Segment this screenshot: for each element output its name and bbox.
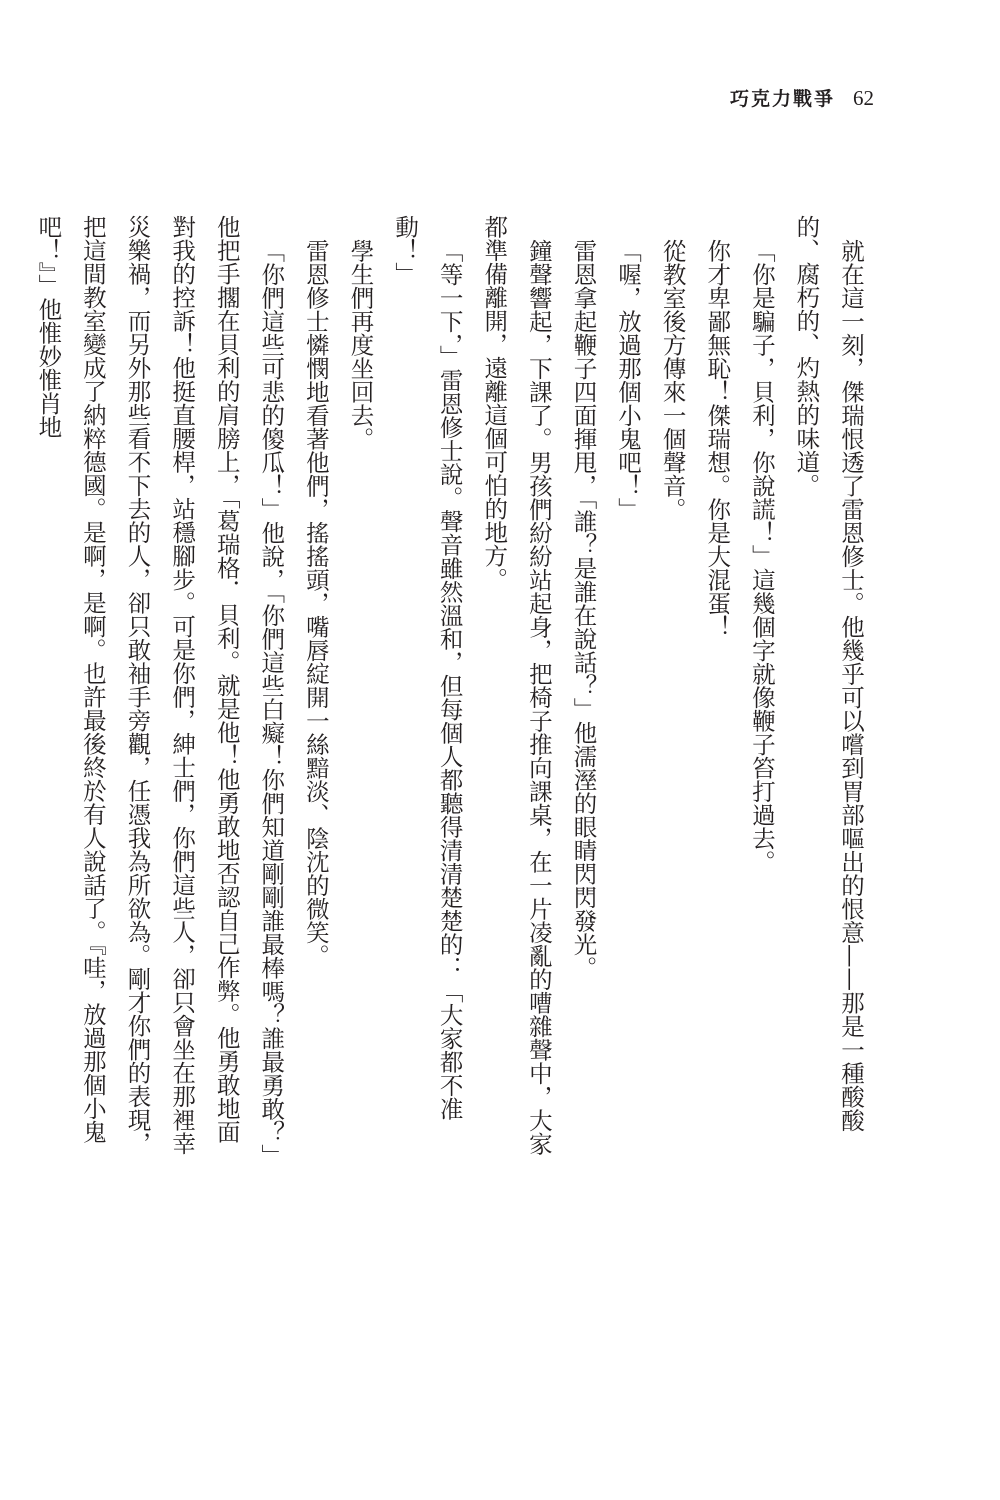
paragraph: 雷恩修士憐憫地看著他們，搖搖頭，嘴唇綻開一絲黯淡、陰沈的微笑。 — [301, 238, 330, 967]
paragraph: 鐘聲響起，下課了。男孩們紛紛站起身，把椅子推向課桌，在一片凌亂的嘈雜聲中，大家都準備離開，遠離這個可怕的地方。 — [480, 215, 553, 1155]
running-header — [730, 84, 874, 111]
paragraph: 「等一下，」雷恩修士說。聲音雖然溫和，但每個人都聽得清清楚楚的：「大家都不准動！」 — [391, 215, 464, 1120]
paragraph: 「你是騙子，貝利，你說謊！」這幾個字就像鞭子笞打過去。 — [747, 238, 776, 873]
book-title: 巧克力戰爭 — [729, 88, 835, 110]
paragraph: 你才卑鄙無恥！傑瑞想。你是大混蛋！ — [703, 238, 732, 638]
paragraph: 從教室後方傳來一個聲音。 — [658, 238, 687, 521]
paragraph: 就在這一刻，傑瑞恨透了雷恩修士。他幾乎可以嚐到胃部嘔出的恨意——那是一種酸酸的、腐朽的、灼熱的味道。 — [792, 215, 865, 1132]
paragraph: 「喔，放過那個小鬼吧！」 — [614, 238, 643, 521]
page-number: 62 — [853, 86, 874, 110]
body-text — [34, 215, 873, 1165]
paragraph: 雷恩拿起鞭子四面揮甩，「誰？是誰在說話？」他濡溼的眼睛閃閃發光。 — [569, 238, 598, 979]
paragraph: 學生們再度坐回去。 — [346, 238, 375, 450]
paragraph: 「你們這些可悲的傻瓜！」他說，「你們這些白癡！你們知道剛剛誰最棒嗎？誰最勇敢？」他把手擱在貝利的肩膀上，「葛瑞格．貝利。就是他！他勇敢地否認自己作弊。他勇敢地面對我的控訴！他挺直腰桿，站穩腳步。可是你們，紳士們，你們這些人，卻只會坐在那裡幸災樂禍，而另外那些看不下去的人，卻只敢袖手旁觀，任憑我為所欲為。剛才你們的表現，把這間教室變成了納粹德國。是啊，是啊。也許最後終於有人說話了。『哇，放過那個小鬼吧！』」他惟妙惟肖地 — [34, 215, 286, 1155]
